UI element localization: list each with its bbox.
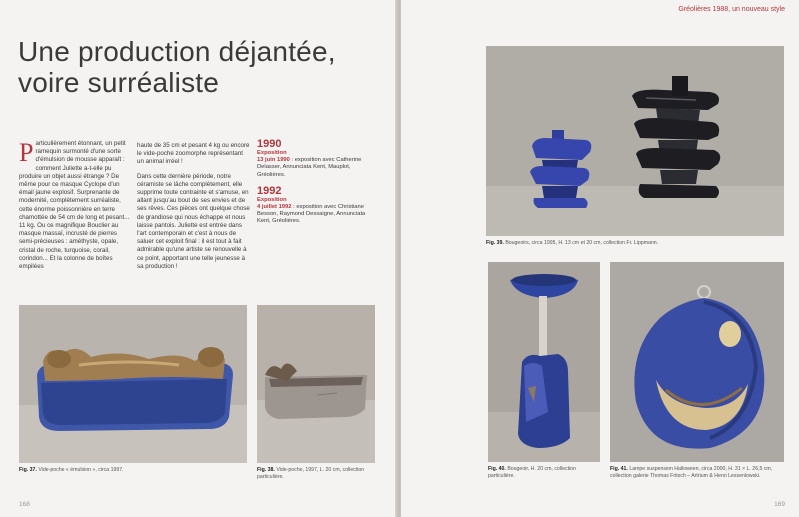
title-line-1: Une production déjantée,	[18, 36, 336, 67]
body-text-2b: Dans cette dernière période, notre céramiste se lâche complètement, elle supprime toute contrainte et s'amuse, en allant jusqu'au bout de ses envies et de ses rêves. Ces pièces ont quelque chose de grandiose qui nous échappe et nous laisse pantois. Juliette est entrée dans l'art contemporain et c'est à nous de saluer cet exploit final : il est tout à fait admirable qu'une artiste se renouvelle à ce point, apportant une telle jeunesse à sa production !	[137, 172, 250, 270]
caption-37	[19, 467, 247, 474]
caption-41	[610, 466, 784, 479]
caption-fig-label: Fig. 38.	[257, 467, 275, 473]
left-page	[0, 0, 397, 517]
page-number-left: 168	[19, 501, 30, 508]
vide-poche-image	[257, 305, 375, 463]
timeline-year: 1990	[257, 138, 282, 150]
timeline-label: Exposition	[257, 196, 287, 203]
timeline-desc: : exposition avec Christiane Besson, Raymond Dessaigne, Annunciata Kent, Gréolières.	[257, 204, 366, 225]
timeline-desc: : exposition avec Catherine Delasser, Annunciata Kent, Mauplot, Gréolières.	[257, 157, 362, 178]
caption-38	[257, 467, 375, 480]
timeline-entry	[257, 138, 377, 179]
figure-38-photo	[257, 305, 375, 463]
caption-fig-label: Fig. 40.	[488, 466, 506, 472]
title-line-2: voire surréaliste	[18, 67, 220, 98]
body-text-1: articulièrement étonnant, un petit ramequin surmonté d'une sorte d'émulsion de mousse apparaît : comment Juliette a-t-elle pu produire un objet aussi étrange ? De même pour ce masque Cyclope d'un émail jaune explosif. Surprenante de modernité, complètement surréaliste, cette énorme poissonnière en terre chamottée de 54 cm de long et pesant... 11 kg. Ou ce magnifique Bouclier au masque massaï, incrusté de pierres semi-précieuses : améthyste, opale, cristal de roche, turquoise, corail, corindon... Et la colonne de boîtes empilées	[19, 140, 130, 271]
body-column-1	[19, 140, 131, 271]
timeline-label: Exposition	[257, 150, 287, 156]
timeline-date: 4 juillet 1992	[257, 204, 292, 211]
figure-37-photo	[19, 305, 247, 463]
blue-tray-image	[19, 305, 247, 463]
right-page	[401, 0, 799, 517]
caption-text: Bougeoirs, circa 1995, H. 13 cm et 20 cm, collection Fr. Lippmann.	[503, 240, 659, 246]
caption-text: Bougeoir, H. 20 cm, collection particulière.	[488, 466, 576, 479]
running-header: Gréolières 1988, un nouveau style	[678, 6, 785, 13]
candlesticks-image	[486, 46, 784, 236]
caption-text: Lampe suspension Halloween, circa 2000, H. 31 × L. 26,5 cm, collection galerie Thomas Fritsch – Artrium & Henri Lessenlowski.	[610, 466, 773, 479]
caption-fig-label: Fig. 37.	[19, 467, 37, 473]
page-number-right: 169	[774, 501, 785, 508]
lamp-image	[610, 262, 784, 462]
caption-fig-label: Fig. 39.	[486, 240, 504, 246]
caption-fig-label: Fig. 41.	[610, 466, 628, 472]
caption-40	[488, 466, 600, 479]
body-text-2a: haute de 35 cm et pesant 4 kg ou encore le vide-poche zoomorphe représentant un animal irréel !	[137, 142, 250, 166]
timeline-text	[257, 150, 377, 179]
figure-41-photo	[610, 262, 784, 462]
timeline-entry	[257, 185, 377, 226]
figure-40-photo	[488, 262, 600, 462]
bougeoir-image	[488, 262, 600, 462]
figure-39-photo	[486, 46, 784, 236]
drop-cap: P	[19, 138, 34, 167]
body-column-2	[137, 142, 250, 271]
timeline	[257, 138, 377, 232]
timeline-text	[257, 197, 377, 226]
caption-text: Vide-poche « émulsion », circa 1997.	[36, 467, 124, 473]
timeline-date: 13 juin 1990	[257, 157, 290, 164]
caption-text: Vide-poche, 1997, L. 20 cm, collection particulière.	[257, 467, 365, 480]
page-title	[18, 36, 336, 98]
timeline-year: 1992	[257, 184, 282, 197]
caption-39	[486, 240, 784, 247]
